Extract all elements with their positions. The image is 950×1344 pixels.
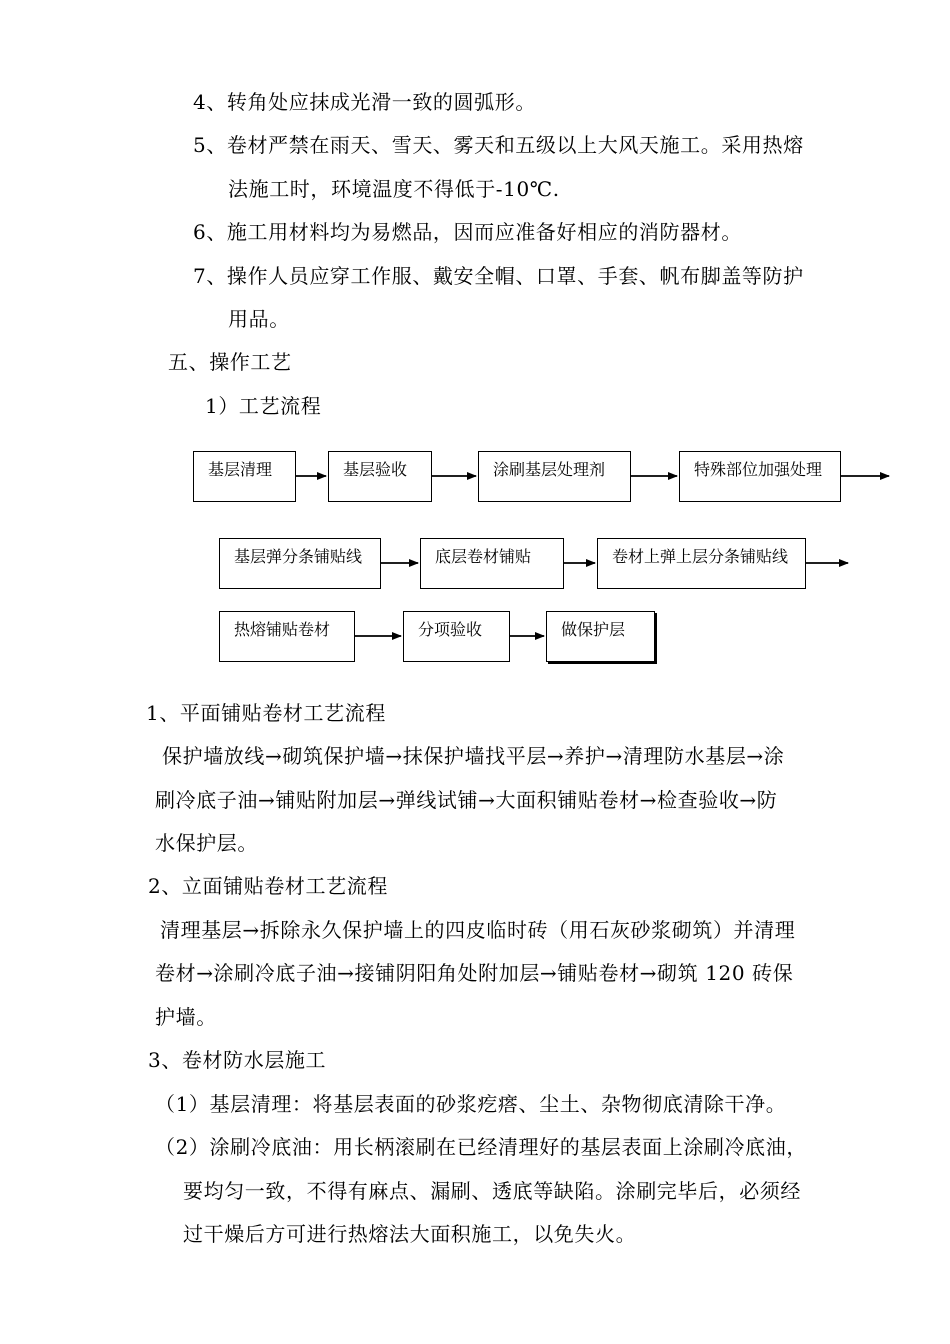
section-1-line-1: 保护墙放线→砌筑保护墙→抹保护墙找平层→养护→清理防水基层→涂 [162, 744, 785, 768]
flow-box-special-reinforce: 特殊部位加强处理 [679, 451, 841, 502]
section-3-para-2-line-1: （2）涂刷冷底油：用长柄滚刷在已经清理好的基层表面上涂刷冷底油， [155, 1135, 807, 1159]
flow-box-protect-layer: 做保护层 [546, 611, 655, 662]
section-1-line-3: 水保护层。 [155, 831, 258, 855]
section-heading: 五、操作工艺 [168, 350, 292, 374]
flow-box-item-check: 分项验收 [403, 611, 510, 662]
list-item-7-cont: 用品。 [228, 307, 290, 331]
flow-box-upper-lines: 卷材上弹上层分条铺贴线 [597, 538, 806, 589]
list-item-6: 6、施工用材料均为易燃品，因而应准备好相应的消防器材。 [193, 220, 742, 244]
list-item-5: 5、卷材严禁在雨天、雪天、雾天和五级以上大风天施工。采用热熔 [193, 133, 804, 157]
section-3-para-1: （1）基层清理：将基层表面的砂浆疙瘩、尘土、杂物彻底清除干净。 [155, 1092, 787, 1116]
flow-box-bottom-layer: 底层卷材铺贴 [420, 538, 564, 589]
flow-box-hot-melt: 热熔铺贴卷材 [219, 611, 355, 662]
sub-heading: 1）工艺流程 [205, 394, 322, 418]
flow-box-base-clean: 基层清理 [193, 451, 296, 502]
section-3-title: 3、卷材防水层施工 [148, 1048, 327, 1072]
section-2-line-2: 卷材→涂刷冷底子油→接铺阴阳角处附加层→铺贴卷材→砌筑 120 砖保 [155, 961, 794, 985]
flow-box-primer: 涂刷基层处理剂 [478, 451, 631, 502]
section-2-line-3: 护墙。 [155, 1005, 217, 1029]
section-3-para-2-line-3: 过干燥后方可进行热熔法大面积施工，以免失火。 [183, 1222, 637, 1246]
section-3-para-2-line-2: 要均匀一致，不得有麻点、漏刷、透底等缺陷。涂刷完毕后，必须经 [183, 1179, 801, 1203]
section-2-title: 2、立面铺贴卷材工艺流程 [148, 874, 388, 898]
list-item-7: 7、操作人员应穿工作服、戴安全帽、口罩、手套、帆布脚盖等防护 [193, 264, 804, 288]
section-2-line-1: 清理基层→拆除永久保护墙上的四皮临时砖（用石灰砂浆砌筑）并清理 [160, 918, 796, 942]
list-item-4: 4、转角处应抹成光滑一致的圆弧形。 [193, 90, 536, 114]
list-item-5-cont: 法施工时，环境温度不得低于-10℃. [228, 177, 560, 201]
section-1-title: 1、平面铺贴卷材工艺流程 [146, 701, 386, 725]
flow-box-base-lines: 基层弹分条铺贴线 [219, 538, 381, 589]
section-1-line-2: 刷冷底子油→铺贴附加层→弹线试铺→大面积铺贴卷材→检查验收→防 [155, 788, 778, 812]
flow-box-base-check: 基层验收 [328, 451, 432, 502]
